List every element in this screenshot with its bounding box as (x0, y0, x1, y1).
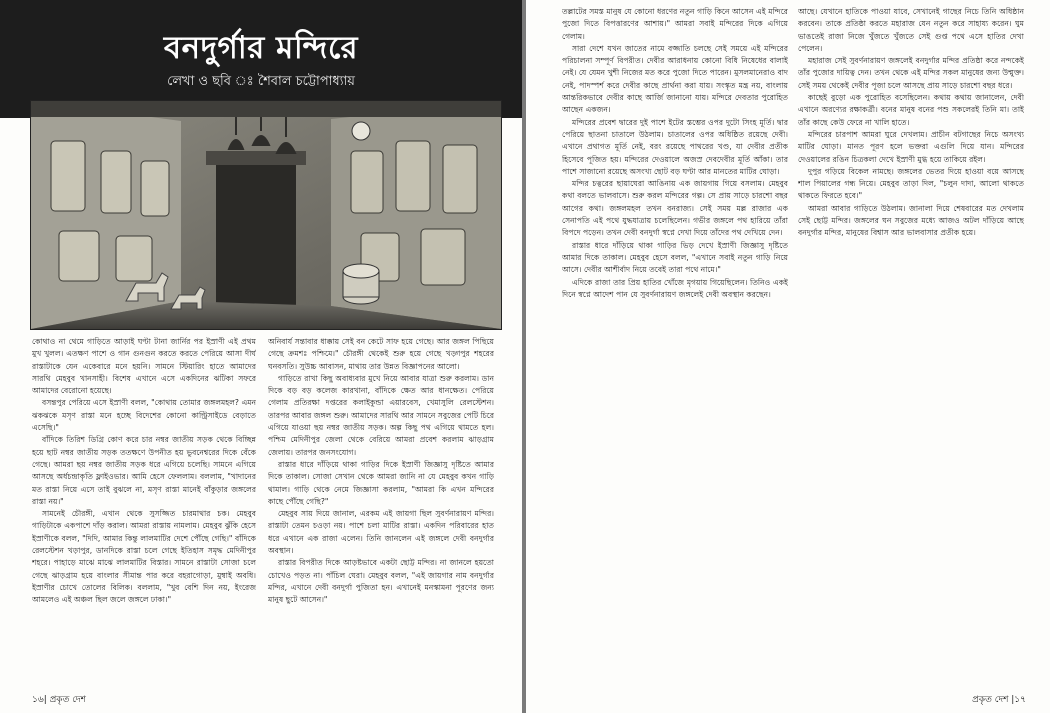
paragraph: অনিবার্য সন্তাবার ধাক্কায় সেই বন কেটে সাফ হয়ে গেছে। আর জঙ্গল পিছিয়ে গেছে ক্রমশঃ পশ্চিমে।" চৌরঙ্গী থেকেই শুরু হয়ে গেছে খড়্গপুর শহরের ঘনবসতি। সুউচ্চ আবাসন, মাথায় তার উন্নত বিজ্ঞাপনের আলো। (268, 337, 494, 371)
article-byline: লেখা ও ছবি ঃ শৈবাল চট্টোপাধ্যায় (167, 74, 355, 89)
right-column-2 (798, 6, 1024, 686)
paragraph: আছে। যেখানে হাতিকে পাওয়া যাবে, সেখানেই গাছের নিচে তিনি অধিষ্ঠান করবেন। তাকে প্রতিষ্ঠা করতে মহারাজ যেন নতুন করে সাহায্য করেন। ঘুম ভাঙতেই রাজা নিজে খুঁজতে খুঁজতে সেই গুপ্ত পথে এসে হাতির দেখা পেলেন। (798, 7, 1024, 53)
paragraph: সারা দেশে যখন জাতের নামে বজ্জাতি চলছে সেই সময়ে এই মন্দিরের পরিচালনা সম্পূর্ণ বিপরীত। দেবীর আরাধনায় কোনো বিধি নিষেধের বালাই নেই। যে যেমন খুশী নিজের মত করে পুজো দিতে পারেন। মুসলমানেরাও বাদ নেই, পাদস্পর্শ করে দেবীর কাছে প্রার্থনা করা যায়। সংস্কৃত মন্ত্র নয়, বাংলায় আন্তরিকভাবে দেবীর কাছে আর্জি জানানো যায়। মন্দিরে দেবতার পুরোহিত আছেন একজন। (562, 43, 788, 115)
paragraph: রাস্তার ধারে দাঁড়িয়ে থাকা গাড়ির ভিড় দেখে ইস্রাণী জিজ্ঞাসু দৃষ্টিতে আমার দিকে তাকাল। মেহবুব হেসে বলল, "এখানে সবাই নতুন গাড়ি নিয়ে আসে। দেবীর আশীর্বাদ নিয়ে তবেই তারা পথে নামে।" (562, 240, 788, 275)
paragraph: আমরা আবার গাড়িতে উঠলাম। জানালা দিয়ে শেষবারের মত দেখলাম সেই ছোট্ট মন্দির। জঙ্গলের ঘন সবুজের মধ্যে আজও অটল দাঁড়িয়ে আছে বনদুর্গার মন্দির, মানুষের বিশ্বাস আর ভালবাসার প্রতীক হয়ে। (798, 203, 1024, 238)
paragraph: সামনেই চৌরঙ্গী, এখান থেকে সুসজ্জিত চারমাথার চক। মেহবুব গাড়িটাকে একপাশে দাঁড় করাল। আমরা রাস্তায় নামলাম। মেহবুব ঝুঁকি হেসে ইস্রাণীকে বলল, "দিদি, আমার কিন্তু লালমাটির দেশে পৌঁছে গেছি।" বাঁদিকে রেলস্টেশন খড়াপুর, ডানদিকে রাস্তা চলে গেছে ইতিহাস সমৃদ্ধ মেদিনীপুর শহরে। পাহাড়ে মাঝে মাঝে লালমাটির বিস্তার। সামনে রাস্তাটা সোজা চলে গেছে ঝাড়গ্রাম হয়ে বাংলার সীমান্ত পার করে বহরাগোড়া, মুম্বাই অবধি। ইস্রাণীর চোখে তোলের বিলিক। বললাম, "খুব বেশি দিন নয়, ইংরেজ আমলেও এই অঞ্চল ছিল জলে জঙ্গলে ঢাকা।" (32, 509, 256, 605)
paragraph: এদিকে রাজা তার প্রিয় হাতির খোঁজে মৃগয়ায় গিয়েছিলেন। তিনিও একই দিনে স্বপ্নে আদেশ পান যে সুবর্ণনারায়ণ জঙ্গলেই দেবী অবস্থান করছেন। (562, 277, 788, 299)
right-page (526, 0, 1050, 713)
paragraph: বাঁদিকে তিরিশ ডিগ্রি কোণ করে চার নম্বর জাতীয় সড়ক থেকে বিচ্ছিন্ন হয়ে ছাট নম্বর জাতীয় সড়ক ততক্ষণে উপনীত হয় ভুবনেশ্বরের দিকে বেঁকে গেছে। আমরা ছয় নম্বর জাতীয় সড়ক ধরে এগিয়ে চলেছি। সামনে এগিয়ে আসছে অর্ধচন্দ্রাকৃতি ফ্লাইওভার। আমি হেসে ফেললাম। বললাম, "খাদানের মত রাস্তা নিয়ে এসে তাই বুঝলে না, মসৃণ রাস্তা মানেই বাঁকুড়ার জঙ্গলের রাস্তা নয়।" (32, 435, 256, 506)
paragraph: কোথাও না থেমে গাড়িতে আড়াই ঘণ্টা টানা জার্নির পর ইস্রাণী এই প্রথম মুখ খুলল। এতক্ষণ পাশে ও গান গুনগুন করতে করতে পেরিয়ে আসা দীর্ঘ রাস্তাটাকে যেন একেবারে মনে হয়নি। সামনে স্টিয়ারিং হাতে আমাদের সারথি মেহবুব খানসাহী। বিশেষ এখানে এসে একদিনের ঝটিকা সফরে আমাদের বেরোনো হয়েছে। (32, 337, 256, 396)
page-number-right: প্রকৃত দেশ |১৭ (972, 695, 1026, 705)
paragraph: দুপুর গড়িয়ে বিকেল নামছে। জঙ্গলের ভেতর দিয়ে হাওয়া বয়ে আসছে শাল পিয়ালের গন্ধ নিয়ে। মেহবুব তাড়া দিল, "চলুন দাদা, আলো থাকতে থাকতে ফিরতে হবে।" (798, 166, 1024, 201)
left-column-1 (32, 336, 256, 686)
right-column-1 (562, 6, 788, 686)
left-page (0, 0, 522, 713)
paragraph: মন্দিরের প্রবেশ দ্বারের দুই পাশে ইটের স্তম্ভের ওপর দুটো সিংহ মূর্তি। দ্বার পেরিয়ে ছাতনা চাতালে উঠলাম। চাতালের ওপর অধিষ্ঠিত রয়েছে দেবী। এখানে প্রথাগত মূর্তি নেই, বরং রয়েছে পাথরের খণ্ড, যা দেবীর প্রতীক হিসেবে পূজিত হয়। মন্দিরের দেওয়ালে অজস্র দেবদেবীর মূর্তি আঁকা। তার পাশে সাজানো রয়েছে অসংখ্য ছোট বড় ঘণ্টা আর মানতের মাটির ঘোড়া। (562, 117, 788, 176)
paragraph: কাছেই বুড়ো এক পুরোহিত বসেছিলেন। কথায় কথায় জানালেন, দেবী এখানে অরণ্যের রক্ষাকর্ত্রী। বনের মানুষ বনের পশু সকলেরই তিনি মা। তাই তাঁর কাছে কেউ ফেরে না খালি হাতে। (798, 93, 1024, 127)
paragraph: মন্দির চত্বরের ছায়াঘেরা আঙিনায় এক জায়গায় গিয়ে বসলাম। মেহবুব কথা বলতে ভালবাসে। শুরু করল মন্দিরের গল্প। সে প্রায় সাড়ে চারশো বছর আগের কথা। জঙ্গলমহল তখন বনরাজ্য। সেই সময় মল্ল রাজার এক সেনাপতি এই পথে যুদ্ধযাত্রায় চলেছিলেন। গভীর জঙ্গলে পথ হারিয়ে তাঁরা বিপদে পড়েন। তখন দেবী বনদুর্গা স্বপ্নে দেখা দিয়ে তাঁদের পথ দেখিয়ে দেন। (562, 179, 788, 238)
paragraph: তল্লাটের সমস্ত মানুষ যে কোনো ধরণের নতুন গাড়ি কিনে আসেন এই মন্দিরে পুজো দিতে বিপত্তারণের আশায়।" আমরা সবাই মন্দিরের দিকে এগিয়ে গেলাম। (562, 7, 788, 41)
left-column-2 (268, 336, 494, 686)
paragraph: মহারাজ সেই সুবর্ণনারায়ণ জঙ্গলেই বনদুর্গার মন্দির প্রতিষ্ঠা করে নন্দকেই তাঁর পুজোর দায়িত্ব দেন। তখন থেকে এই মন্দির সকল মানুষের জন্য উন্মুক্ত। সেই সময় থেকেই দেবীর পূজা চলে আসছে প্রায় সাড়ে চারশো বছর ধরে। (798, 56, 1024, 90)
paragraph: গাড়িতে রাখা কিছু অবাধ্যবার মুখে নিয়ে আবার যাত্রা শুরু করলাম। ডান দিকে বড় বড় কলেজ কারখানা, বাঁদিকে ক্ষেত আর ধানক্ষেত। পেরিয়ে গেলাম প্রতিরক্ষা দপ্তরের কলাইকুন্ডা এয়ারবেস, খেমাসুলি রেলস্টেশন। তারপর আবার জঙ্গল শুরু। আমাদের সারথি আর সামনে সবুজের পেটি চিরে এগিয়ে যাওয়া ছয় নম্বর জাতীয় সড়ক। অল্প কিছু পথ এগিয়ে থামতে হল। পশ্চিম মেদিনীপুর জেলা থেকে বেরিয়ে আমরা প্রবেশ করলাম ঝাড়গ্রাম জেলায়। তারপর জনসংযোগ। (268, 373, 494, 457)
temple-interior-image (31, 101, 501, 329)
page-number-left: ১৬| প্রকৃত দেশ (32, 695, 86, 705)
paragraph: রাস্তার বিপরীত দিকে আড়ষ্টভাবে একটা ছোট্ট মন্দির। না জানলে হয়তো চোখেও পড়ত না। পাঁচিল ঘেরা। মেহবুব বলল, "এই জায়গার নাম বনদুর্গার মন্দির, এখানে দেবী বনদুর্গা পুজিতা হন। এখানেই মনস্কামনা পূরণের জন্য মানুষ ছুটে আসেন।" (268, 558, 494, 605)
paragraph: মন্দিরের চারপাশ আমরা ঘুরে দেখলাম। প্রাচীন বটগাছের নিচে অসংখ্য মাটির ঘোড়া। মানত পূরণ হলে ভক্তরা এগুলি দিয়ে যান। মন্দিরের দেওয়ালের রঙিন চিত্রকলা দেখে ইস্রাণী মুগ্ধ হয়ে তাকিয়ে রইল। (798, 129, 1024, 164)
temple-photo (30, 100, 502, 330)
paragraph: মেহবুব সায় দিয়ে জানাল, এরকম এই জায়গা ছিল সুবর্ণনারায়ণ মন্দির। রাস্তাটা তেমন চওড়া নয়। পাশে চলা মাটির রাস্তা। একদিন পরিবারের হাত ধরে এখানে এক রাজা এলেন। তিনি জানলেন এই জঙ্গলে দেবী বনদুর্গার অবস্থান। (268, 509, 494, 556)
paragraph: বসন্তপুর পেরিয়ে এসে ইস্রাণী বলল, "কোথায় তোমার জঙ্গলমহল? এমন ঝকঝকে মসৃণ রাস্তা মনে হচ্ছে বিদেশের কোনো কান্ট্রিসাইডে বেড়াতে এসেছি।" (32, 398, 256, 433)
article-title: বনদুর্গার মন্দিরে (163, 30, 359, 66)
paragraph: রাস্তার ধারে দাঁড়িয়ে থাকা গাড়ির দিকে ইস্রাণী জিজ্ঞাসু দৃষ্টিতে আমার দিকে তাকাল। সোজা সেখান থেকে আমরা জানি না যে মেহবুব কখন গাড়ি থামাল। গাড়ি থেকে নেমে জিজ্ঞাসা করলাম, "আমরা কি এখন মন্দিরের কাছে পৌঁছে গেছি?" (268, 459, 494, 506)
